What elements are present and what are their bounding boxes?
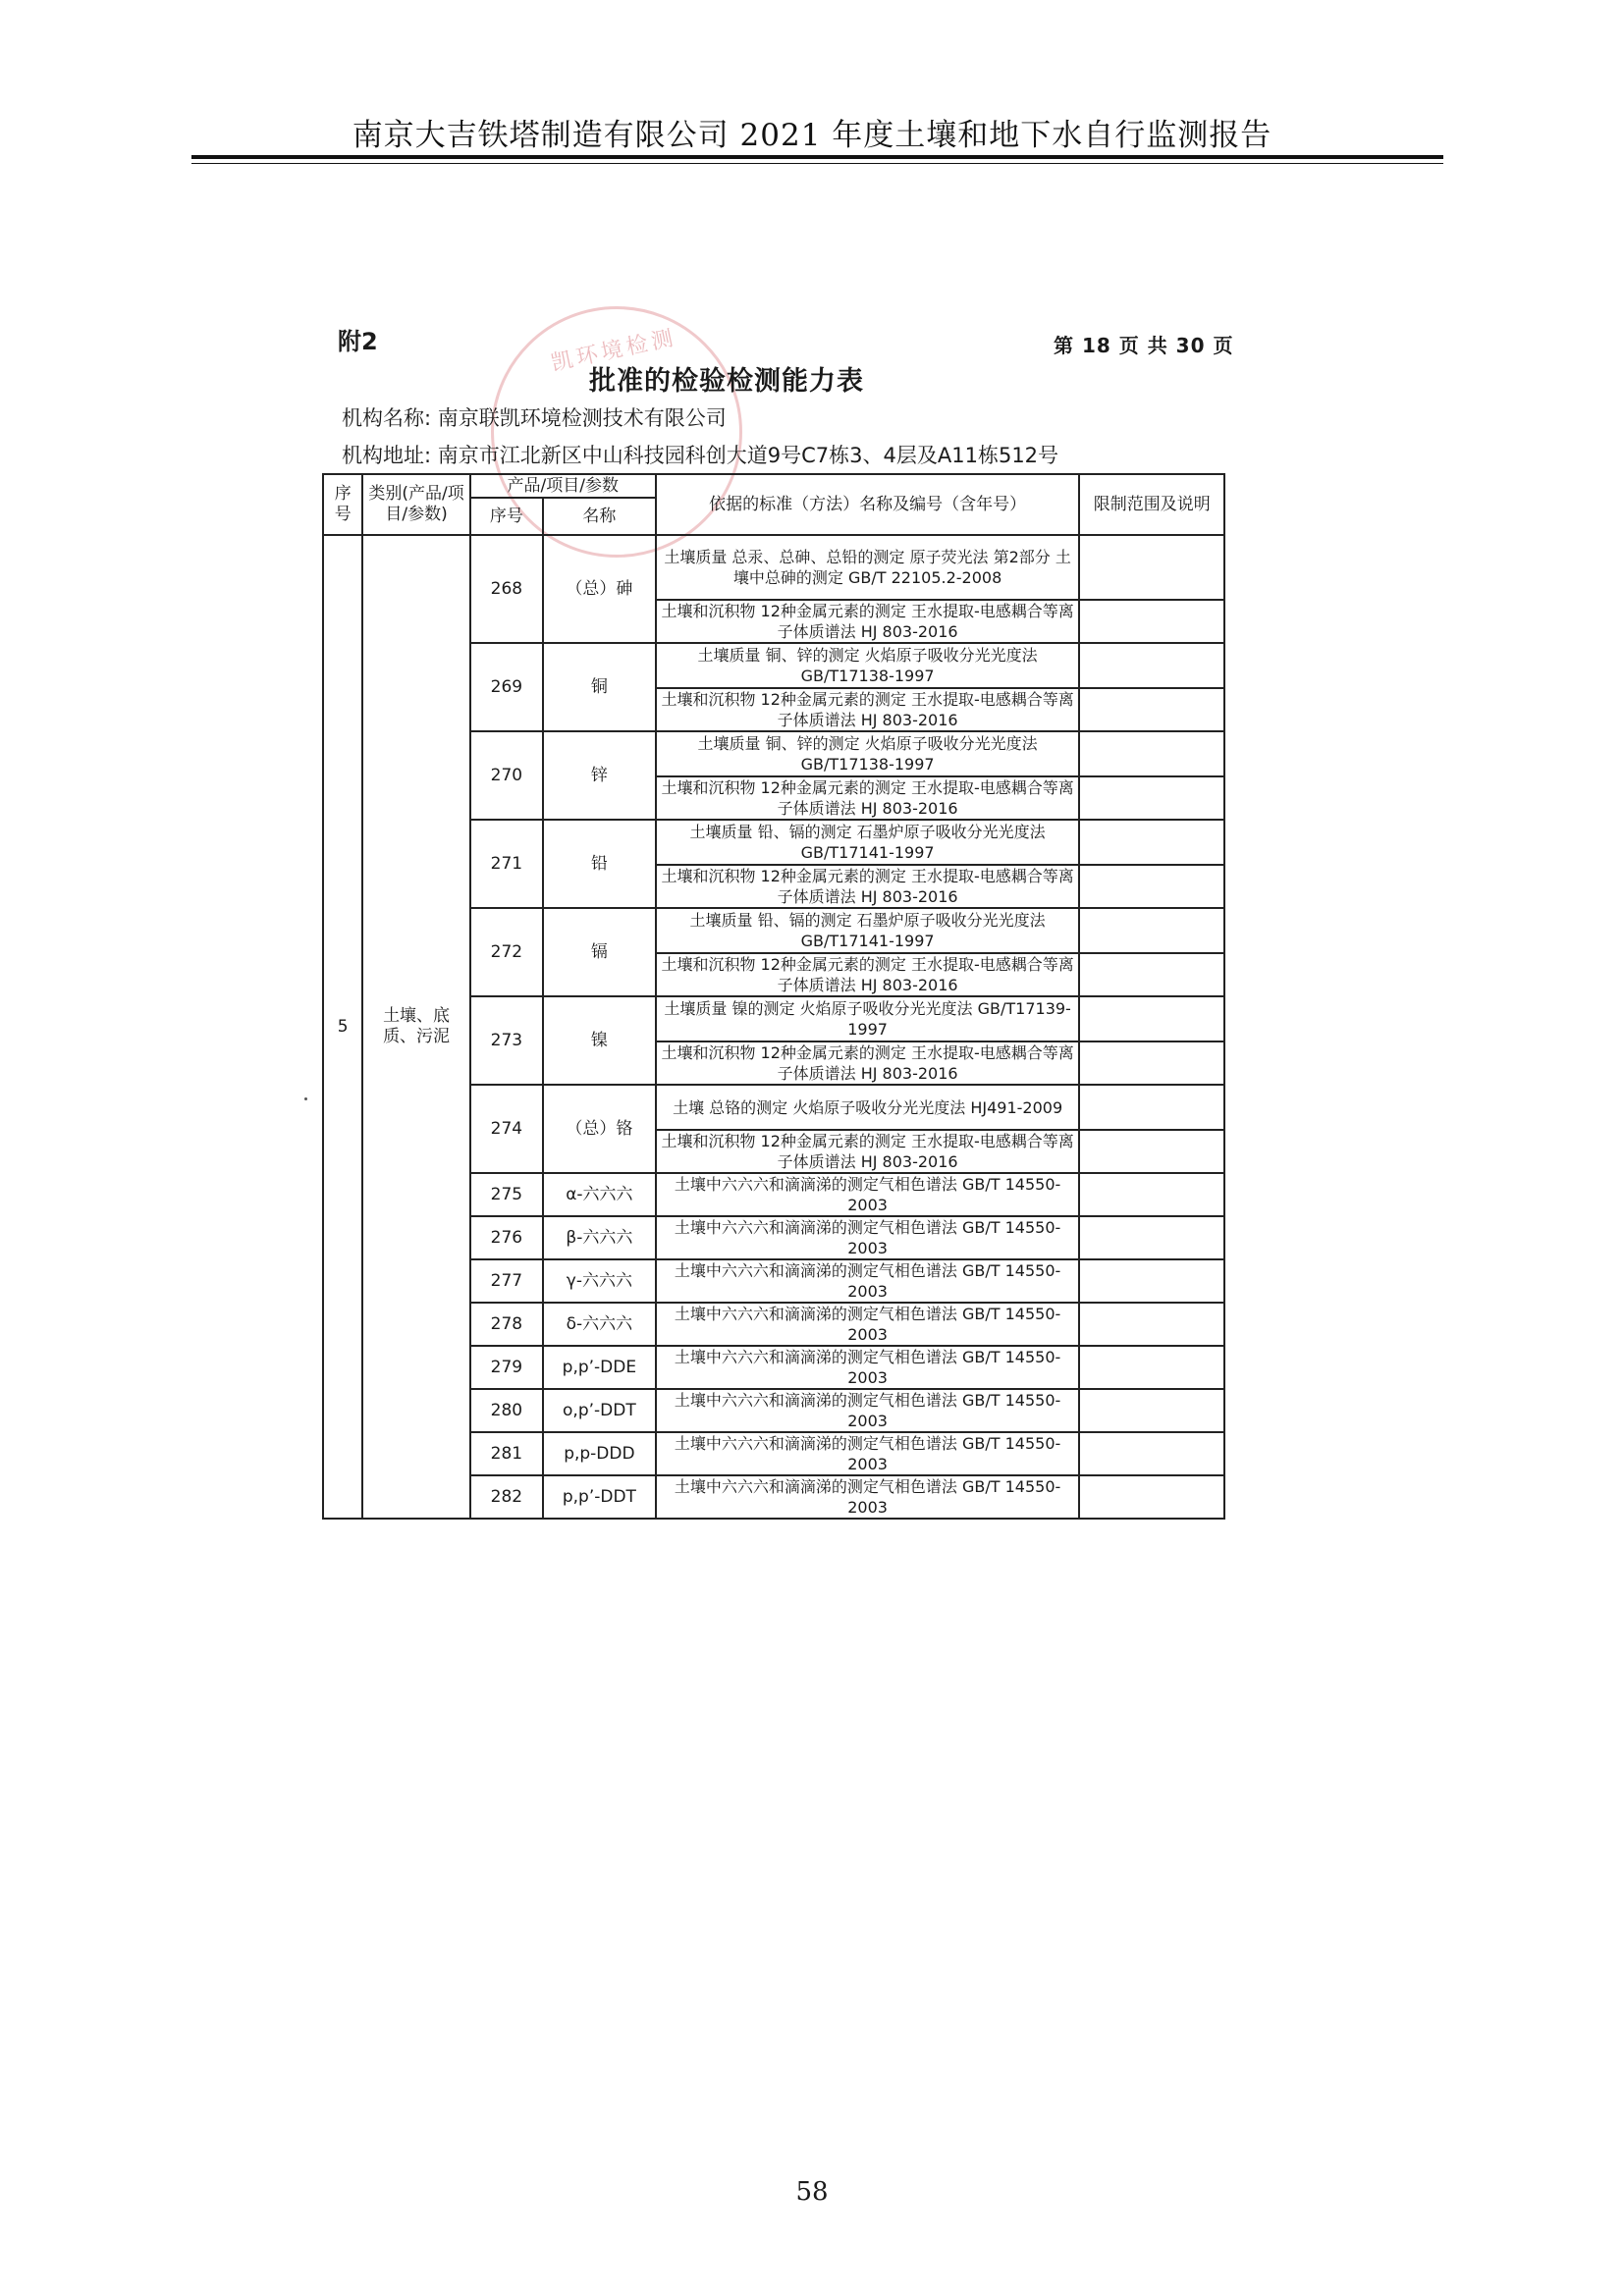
standard-cell: 土壤和沉积物 12种金属元素的测定 王水提取-电感耦合等离子体质谱法 HJ 803-2016 (656, 1041, 1080, 1085)
item-no-cell: 276 (470, 1216, 543, 1259)
org-name-label: 机构名称: (342, 406, 432, 430)
standard-cell: 土壤中六六六和滴滴涕的测定气相色谱法 GB/T 14550-2003 (656, 1475, 1080, 1519)
col-header-seq: 序号 (323, 474, 362, 535)
item-no-cell: 275 (470, 1173, 543, 1216)
item-name-cell: p,p’-DDT (543, 1475, 656, 1519)
item-no-cell: 281 (470, 1432, 543, 1475)
standard-cell: 土壤中六六六和滴滴涕的测定气相色谱法 GB/T 14550-2003 (656, 1346, 1080, 1389)
item-no-cell: 268 (470, 535, 543, 643)
table-body (323, 535, 1224, 1519)
table-row (323, 535, 1224, 600)
limit-cell (1079, 1303, 1224, 1346)
org-address-label: 机构地址: (342, 444, 432, 467)
standard-cell: 土壤中六六六和滴滴涕的测定气相色谱法 GB/T 14550-2003 (656, 1259, 1080, 1303)
limit-cell (1079, 1432, 1224, 1475)
item-no-cell: 272 (470, 908, 543, 996)
limit-cell (1079, 953, 1224, 996)
item-name-cell: 铅 (543, 820, 656, 908)
scan-speck (304, 1097, 307, 1100)
col-header-item-name: 名称 (543, 498, 656, 535)
limit-cell (1079, 776, 1224, 820)
group-category-cell: 土壤、底质、污泥 (362, 535, 469, 1519)
item-name-cell: p,p’-DDE (543, 1346, 656, 1389)
limit-cell (1079, 731, 1224, 776)
item-name-cell: 镍 (543, 996, 656, 1085)
limit-cell (1079, 535, 1224, 600)
standard-cell: 土壤中六六六和滴滴涕的测定气相色谱法 GB/T 14550-2003 (656, 1216, 1080, 1259)
group-seq-cell: 5 (323, 535, 362, 1519)
item-no-cell: 270 (470, 731, 543, 820)
item-no-cell: 279 (470, 1346, 543, 1389)
limit-cell (1079, 1259, 1224, 1303)
item-no-cell: 282 (470, 1475, 543, 1519)
standard-cell: 土壤和沉积物 12种金属元素的测定 王水提取-电感耦合等离子体质谱法 HJ 803-2016 (656, 776, 1080, 820)
col-header-limit: 限制范围及说明 (1079, 474, 1224, 535)
item-name-cell: o,p’-DDT (543, 1389, 656, 1432)
standard-cell: 土壤和沉积物 12种金属元素的测定 王水提取-电感耦合等离子体质谱法 HJ 803-2016 (656, 865, 1080, 908)
item-no-cell: 273 (470, 996, 543, 1085)
item-name-cell: γ-六六六 (543, 1259, 656, 1303)
limit-cell (1079, 1475, 1224, 1519)
standard-cell: 土壤中六六六和滴滴涕的测定气相色谱法 GB/T 14550-2003 (656, 1389, 1080, 1432)
limit-cell (1079, 643, 1224, 688)
org-address-line (342, 440, 1058, 469)
standard-cell: 土壤和沉积物 12种金属元素的测定 王水提取-电感耦合等离子体质谱法 HJ 803-2016 (656, 600, 1080, 643)
limit-cell (1079, 1389, 1224, 1432)
item-name-cell: p,p-DDD (543, 1432, 656, 1475)
item-no-cell: 278 (470, 1303, 543, 1346)
org-address-value: 南京市江北新区中山科技园科创大道9号C7栋3、4层及A11栋512号 (437, 444, 1059, 467)
item-name-cell: α-六六六 (543, 1173, 656, 1216)
standard-cell: 土壤质量 铅、镉的测定 石墨炉原子吸收分光光度法GB/T17141-1997 (656, 908, 1080, 953)
item-name-cell: （总）砷 (543, 535, 656, 643)
page-number: 58 (795, 2177, 829, 2207)
capability-table (322, 473, 1225, 1520)
col-header-category: 类别(产品/项目/参数) (362, 474, 469, 535)
limit-cell (1079, 908, 1224, 953)
seal-text: 凯环境检测 (549, 325, 679, 377)
standard-cell: 土壤和沉积物 12种金属元素的测定 王水提取-电感耦合等离子体质谱法 HJ 803-2016 (656, 688, 1080, 731)
col-header-standard: 依据的标准（方法）名称及编号（含年号） (656, 474, 1080, 535)
page-info: 第 18 页 共 30 页 (1054, 334, 1234, 357)
standard-cell: 土壤中六六六和滴滴涕的测定气相色谱法 GB/T 14550-2003 (656, 1303, 1080, 1346)
limit-cell (1079, 1085, 1224, 1130)
standard-cell: 土壤质量 镍的测定 火焰原子吸收分光光度法 GB/T17139-1997 (656, 996, 1080, 1041)
item-name-cell: β-六六六 (543, 1216, 656, 1259)
item-no-cell: 280 (470, 1389, 543, 1432)
standard-cell: 土壤质量 铜、锌的测定 火焰原子吸收分光光度法 GB/T17138-1997 (656, 731, 1080, 776)
item-no-cell: 277 (470, 1259, 543, 1303)
limit-cell (1079, 688, 1224, 731)
limit-cell (1079, 1130, 1224, 1173)
item-no-cell: 274 (470, 1085, 543, 1173)
item-name-cell: 镉 (543, 908, 656, 996)
item-no-cell: 269 (470, 643, 543, 731)
table-title: 批准的检验检测能力表 (589, 366, 864, 397)
col-header-product-group: 产品/项目/参数 (470, 474, 656, 498)
col-header-item-no: 序号 (470, 498, 543, 535)
standard-cell: 土壤和沉积物 12种金属元素的测定 王水提取-电感耦合等离子体质谱法 HJ 803-2016 (656, 953, 1080, 996)
attachment-label: 附2 (338, 328, 378, 355)
limit-cell (1079, 1173, 1224, 1216)
limit-cell (1079, 820, 1224, 865)
org-name-line (342, 402, 727, 432)
limit-cell (1079, 865, 1224, 908)
org-name-value: 南京联凯环境检测技术有限公司 (437, 406, 727, 430)
limit-cell (1079, 1346, 1224, 1389)
item-name-cell: 锌 (543, 731, 656, 820)
item-name-cell: （总）铬 (543, 1085, 656, 1173)
limit-cell (1079, 600, 1224, 643)
standard-cell: 土壤质量 铜、锌的测定 火焰原子吸收分光光度法 GB/T17138-1997 (656, 643, 1080, 688)
standard-cell: 土壤质量 铅、镉的测定 石墨炉原子吸收分光光度法GB/T17141-1997 (656, 820, 1080, 865)
standard-cell: 土壤中六六六和滴滴涕的测定气相色谱法 GB/T 14550-2003 (656, 1173, 1080, 1216)
standard-cell: 土壤中六六六和滴滴涕的测定气相色谱法 GB/T 14550-2003 (656, 1432, 1080, 1475)
report-header-title: 南京大吉铁塔制造有限公司 2021 年度土壤和地下水自行监测报告 (352, 118, 1272, 153)
item-name-cell: δ-六六六 (543, 1303, 656, 1346)
standard-cell: 土壤和沉积物 12种金属元素的测定 王水提取-电感耦合等离子体质谱法 HJ 803-2016 (656, 1130, 1080, 1173)
item-name-cell: 铜 (543, 643, 656, 731)
limit-cell (1079, 1041, 1224, 1085)
limit-cell (1079, 1216, 1224, 1259)
item-no-cell: 271 (470, 820, 543, 908)
standard-cell: 土壤质量 总汞、总砷、总铅的测定 原子荧光法 第2部分 土壤中总砷的测定 GB/T 22105.2-2008 (656, 535, 1080, 600)
standard-cell: 土壤 总铬的测定 火焰原子吸收分光光度法 HJ491-2009 (656, 1085, 1080, 1130)
limit-cell (1079, 996, 1224, 1041)
